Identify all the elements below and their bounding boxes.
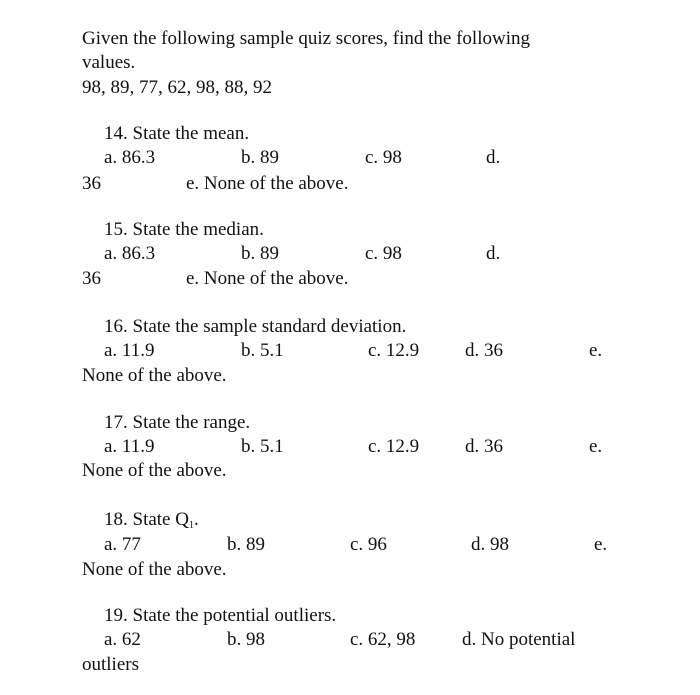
question-14-option-e: e. None of the above. [186, 173, 349, 194]
question-15-option-b: b. 89 [241, 243, 279, 264]
question-17-option-e: e. [589, 436, 603, 457]
question-18-option-b: b. 89 [227, 534, 265, 555]
question-15-prompt: 15. State the median. [104, 219, 264, 240]
question-19-option-d-wrap: outliers [82, 654, 139, 675]
instructions-line-2: values. [82, 52, 136, 73]
question-15-option-e: e. None of the above. [186, 268, 349, 289]
question-18-option-a: a. 77 [104, 534, 141, 555]
question-16-option-b: b. 5.1 [241, 340, 284, 361]
question-19-prompt: 19. State the potential outliers. [104, 605, 337, 626]
question-15-option-a: a. 86.3 [104, 243, 156, 264]
question-17-option-c: c. 12.9 [368, 436, 420, 457]
question-14-option-a: a. 86.3 [104, 147, 156, 168]
question-18-prompt-subscript: 1 [188, 520, 194, 531]
question-19-option-b: b. 98 [227, 629, 265, 650]
question-19-option-c: c. 62, 98 [350, 629, 416, 650]
question-14-option-d: d. [486, 147, 501, 168]
question-16-option-a: a. 11.9 [104, 340, 155, 361]
question-18-option-d: d. 98 [471, 534, 509, 555]
question-18-option-e: e. [594, 534, 608, 555]
question-16-option-c: c. 12.9 [368, 340, 420, 361]
question-18-option-c: c. 96 [350, 534, 387, 555]
question-14-option-b: b. 89 [241, 147, 279, 168]
question-14-prompt: 14. State the mean. [104, 123, 250, 144]
instructions-line-1: Given the following sample quiz scores, find the following [82, 28, 530, 49]
question-19-option-d: d. No potential [462, 629, 576, 650]
question-16-option-e: e. [589, 340, 603, 361]
question-17-option-d: d. 36 [465, 436, 503, 457]
question-14-option-d-wrap: 36 [82, 173, 101, 194]
question-17-prompt: 17. State the range. [104, 412, 251, 433]
question-18-prompt-text: 18. State Q [104, 509, 189, 530]
question-17-option-a: a. 11.9 [104, 436, 155, 457]
question-16-option-e-wrap: None of the above. [82, 365, 227, 386]
question-17-option-b: b. 5.1 [241, 436, 284, 457]
question-18-prompt [104, 510, 199, 531]
question-17-option-e-wrap: None of the above. [82, 460, 227, 481]
question-16-option-d: d. 36 [465, 340, 503, 361]
question-16-prompt: 16. State the sample standard deviation. [104, 316, 407, 337]
question-18-prompt-end: . [193, 509, 199, 530]
question-19-option-a: a. 62 [104, 629, 141, 650]
quiz-scores: 98, 89, 77, 62, 98, 88, 92 [82, 77, 272, 98]
question-15-option-c: c. 98 [365, 243, 402, 264]
question-15-option-d-wrap: 36 [82, 268, 101, 289]
question-18-option-e-wrap: None of the above. [82, 559, 227, 580]
question-14-option-c: c. 98 [365, 147, 402, 168]
question-15-option-d: d. [486, 243, 501, 264]
